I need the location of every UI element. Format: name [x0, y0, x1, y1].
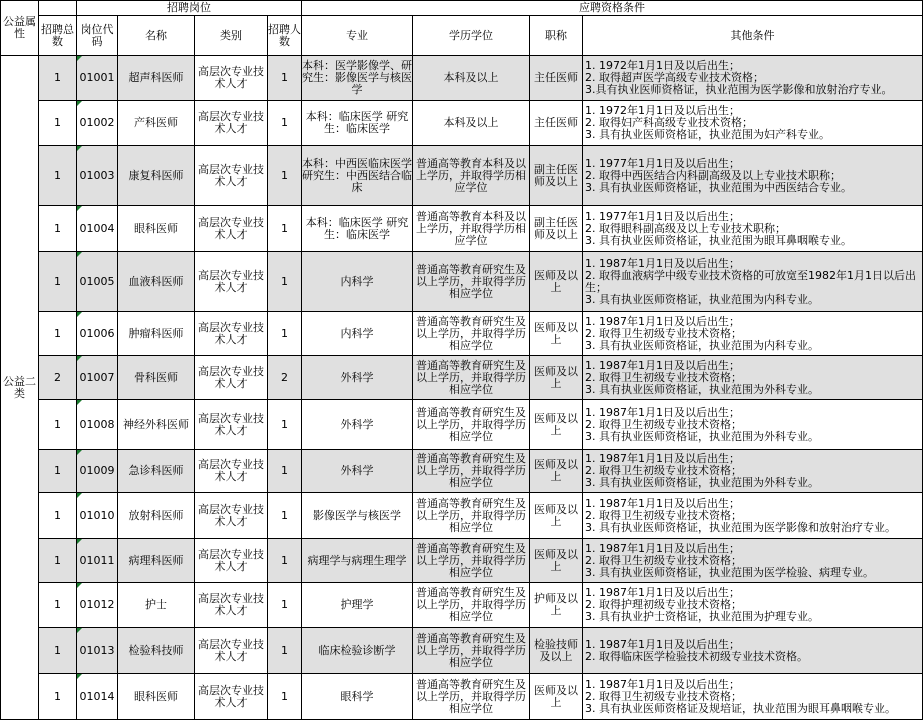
name-cell: 放射科医师 — [118, 493, 195, 539]
other-condition-line: 3.具有执业医师资格证，执业范围为医学影像和放射治疗专业。 — [585, 83, 893, 96]
major-cell: 眼科学 — [302, 674, 413, 720]
count-cell: 1 — [268, 252, 302, 312]
major-cell: 临床检验诊断学 — [302, 628, 413, 674]
title-cell: 医师及以上 — [530, 539, 583, 583]
table-row — [1, 206, 923, 252]
title-cell: 主任医师 — [530, 101, 583, 146]
count-cell: 1 — [268, 674, 302, 720]
other-condition-line: 1. 1987年1月1日及以后出生； — [585, 358, 740, 372]
category-cell: 高层次专业技术人才 — [195, 146, 268, 206]
attr-cell: 公益二类 — [1, 56, 39, 720]
table-row — [1, 674, 923, 720]
edu-cell: 普通高等教育研究生及以上学历，并取得学历相应学位 — [413, 539, 530, 583]
major-cell: 影像医学与核医学 — [302, 493, 413, 539]
table-row — [1, 450, 923, 493]
header-name: 名称 — [118, 16, 195, 56]
other-condition-line: 1. 1972年1月1日及以后出生； — [585, 59, 740, 72]
total-cell: 1 — [39, 400, 77, 450]
table-row — [1, 628, 923, 674]
title-cell: 副主任医师及以上 — [530, 146, 583, 206]
name-cell: 肿瘤科医师 — [118, 312, 195, 356]
total-cell: 1 — [39, 56, 77, 101]
title-cell: 医师及以上 — [530, 312, 583, 356]
count-cell: 1 — [268, 400, 302, 450]
name-cell: 病理科医师 — [118, 539, 195, 583]
other-condition-line: 2. 取得卫生初级专业技术资格； — [585, 417, 742, 431]
edu-cell: 普通高等教育本科及以上学历，并取得学历相应学位 — [413, 206, 530, 252]
category-cell: 高层次专业技术人才 — [195, 206, 268, 252]
total-cell: 1 — [39, 312, 77, 356]
other-cell — [583, 312, 923, 356]
edu-cell: 本科及以上 — [413, 101, 530, 146]
count-cell: 1 — [268, 493, 302, 539]
other-condition-line: 2. 取得护理初级专业技术资格； — [585, 598, 742, 611]
header-code: 岗位代码 — [77, 16, 118, 56]
major-cell: 病理学与病理生理学 — [302, 539, 413, 583]
count-cell: 1 — [268, 146, 302, 206]
other-cell — [583, 674, 923, 720]
title-cell: 检验技师及以上 — [530, 628, 583, 674]
table-row — [1, 583, 923, 628]
other-condition-line: 1. 1987年1月1日及以后出生； — [585, 541, 740, 555]
table-row — [1, 56, 923, 101]
count-cell: 1 — [268, 539, 302, 583]
category-cell: 高层次专业技术人才 — [195, 400, 268, 450]
header-spacer — [39, 1, 77, 16]
header-category: 类别 — [195, 16, 268, 56]
other-condition-line: 3. 具有执业护士资格证，执业范围为护理专业。 — [585, 610, 819, 623]
major-cell: 护理学 — [302, 583, 413, 628]
category-cell: 高层次专业技术人才 — [195, 56, 268, 101]
other-condition-line: 1. 1972年1月1日及以后出生； — [585, 104, 740, 117]
other-condition-line: 3. 具有执业医师资格证，执业范围为内科专业。 — [585, 338, 819, 352]
name-cell: 产科医师 — [118, 101, 195, 146]
edu-cell: 普通高等教育研究生及以上学历，并取得学历相应学位 — [413, 583, 530, 628]
major-cell: 内科学 — [302, 312, 413, 356]
title-cell: 医师及以上 — [530, 356, 583, 400]
title-cell: 护师及以上 — [530, 583, 583, 628]
other-condition-line: 3. 具有执业医师资格证，执业范围为外科专业。 — [585, 382, 819, 396]
major-cell: 本科：中西医临床医学 研究生：中西医结合临床 — [302, 146, 413, 206]
count-cell: 1 — [268, 583, 302, 628]
count-cell: 1 — [268, 101, 302, 146]
other-condition-line: 2. 取得临床医学检验技术初级专业技术资格。 — [585, 649, 808, 663]
code-cell: 01005 — [77, 252, 118, 312]
edu-cell: 普通高等教育研究生及以上学历，并取得学历相应学位 — [413, 312, 530, 356]
count-cell: 1 — [268, 628, 302, 674]
table-row — [1, 252, 923, 312]
name-cell: 护士 — [118, 583, 195, 628]
name-cell: 眼科医师 — [118, 206, 195, 252]
title-cell: 副主任医师及以上 — [530, 206, 583, 252]
code-cell: 01006 — [77, 312, 118, 356]
table-row — [1, 312, 923, 356]
other-cell — [583, 450, 923, 493]
other-condition-line: 2. 取得超声医学高级专业技术资格； — [585, 71, 764, 84]
major-cell: 外科学 — [302, 356, 413, 400]
count-cell: 1 — [268, 312, 302, 356]
major-cell: 本科：临床医学 研究生：临床医学 — [302, 101, 413, 146]
other-cell — [583, 356, 923, 400]
major-cell: 本科：临床医学 研究生：临床医学 — [302, 206, 413, 252]
title-cell: 医师及以上 — [530, 400, 583, 450]
other-condition-line: 1. 1987年1月1日及以后出生； — [585, 256, 740, 270]
other-cell — [583, 539, 923, 583]
table-row — [1, 493, 923, 539]
edu-cell: 本科及以上 — [413, 56, 530, 101]
edu-cell: 普通高等教育研究生及以上学历，并取得学历相应学位 — [413, 450, 530, 493]
total-cell: 1 — [39, 583, 77, 628]
code-cell: 01010 — [77, 493, 118, 539]
other-condition-line: 1. 1987年1月1日及以后出生； — [585, 677, 740, 691]
category-cell: 高层次专业技术人才 — [195, 312, 268, 356]
edu-cell: 普通高等教育研究生及以上学历，并取得学历相应学位 — [413, 493, 530, 539]
other-condition-line: 3. 具有执业医师资格证，执业范围为内科专业。 — [585, 292, 819, 306]
category-cell: 高层次专业技术人才 — [195, 539, 268, 583]
other-condition-line: 1. 1987年1月1日及以后出生； — [585, 452, 740, 465]
header-total: 招聘总数 — [39, 16, 77, 56]
name-cell: 神经外科医师 — [118, 400, 195, 450]
other-condition-line: 3. 具有执业医师资格证，执业范围为眼耳鼻咽喉专业。 — [585, 233, 852, 247]
name-cell: 检验科技师 — [118, 628, 195, 674]
title-cell: 医师及以上 — [530, 674, 583, 720]
other-cell — [583, 146, 923, 206]
category-cell: 高层次专业技术人才 — [195, 493, 268, 539]
name-cell: 康复科医师 — [118, 146, 195, 206]
edu-cell: 普通高等教育研究生及以上学历，并取得学历相应学位 — [413, 674, 530, 720]
total-cell: 1 — [39, 206, 77, 252]
other-condition-line: 2. 取得卫生初级专业技术资格； — [585, 553, 742, 567]
total-cell: 1 — [39, 628, 77, 674]
code-cell: 01004 — [77, 206, 118, 252]
other-cell — [583, 583, 923, 628]
category-cell: 高层次专业技术人才 — [195, 628, 268, 674]
category-cell: 高层次专业技术人才 — [195, 583, 268, 628]
category-cell: 高层次专业技术人才 — [195, 356, 268, 400]
header-edu: 学历学位 — [413, 16, 530, 56]
table-row — [1, 146, 923, 206]
name-cell: 血液科医师 — [118, 252, 195, 312]
other-condition-line: 1. 1977年1月1日及以后出生； — [585, 209, 740, 223]
other-condition-line: 2. 取得血液病学中级专业技术资格的可放宽至1982年1月1日以后出生； — [585, 268, 916, 294]
edu-cell: 普通高等教育研究生及以上学历，并取得学历相应学位 — [413, 252, 530, 312]
edu-cell: 普通高等教育研究生及以上学历，并取得学历相应学位 — [413, 400, 530, 450]
header-group-qual: 应聘资格条件 — [302, 1, 923, 16]
code-cell: 01007 — [77, 356, 118, 400]
edu-cell: 普通高等教育研究生及以上学历，并取得学历相应学位 — [413, 628, 530, 674]
name-cell: 超声科医师 — [118, 56, 195, 101]
title-cell: 医师及以上 — [530, 450, 583, 493]
edu-cell: 普通高等教育研究生及以上学历，并取得学历相应学位 — [413, 356, 530, 400]
other-cell — [583, 252, 923, 312]
category-cell: 高层次专业技术人才 — [195, 450, 268, 493]
other-cell — [583, 206, 923, 252]
code-cell: 01002 — [77, 101, 118, 146]
other-cell — [583, 101, 923, 146]
code-cell: 01012 — [77, 583, 118, 628]
category-cell: 高层次专业技术人才 — [195, 674, 268, 720]
code-cell: 01014 — [77, 674, 118, 720]
other-condition-line: 2. 取得中西医结合内科副高级及以上专业技术职称； — [585, 168, 841, 182]
title-cell: 医师及以上 — [530, 252, 583, 312]
major-cell: 本科：医学影像学、研究生：影像医学与核医学 — [302, 56, 413, 101]
other-condition-line: 3. 具有执业医师资格证，执业范围为妇产科专业。 — [585, 128, 830, 141]
header-major: 专业 — [302, 16, 413, 56]
header-other: 其他条件 — [583, 16, 923, 56]
name-cell: 骨科医师 — [118, 356, 195, 400]
header-group-post: 招聘岗位 — [77, 1, 302, 16]
code-cell: 01003 — [77, 146, 118, 206]
other-cell — [583, 400, 923, 450]
total-cell: 1 — [39, 101, 77, 146]
other-condition-line: 2. 取得眼科副高级及以上专业技术职称； — [585, 221, 786, 235]
total-cell: 1 — [39, 674, 77, 720]
other-condition-line: 3. 具有执业医师资格证，执业范围为医学影像和放射治疗专业。 — [585, 520, 896, 534]
code-cell: 01001 — [77, 56, 118, 101]
other-condition-line: 1. 1987年1月1日及以后出生； — [585, 405, 740, 419]
other-condition-line: 3. 具有执业医师资格证及规培证，执业范围为眼耳鼻咽喉专业。 — [585, 701, 896, 715]
category-cell: 高层次专业技术人才 — [195, 101, 268, 146]
table-row — [1, 101, 923, 146]
other-condition-line: 3. 具有执业医师资格证，执业范围为中西医结合专业。 — [585, 180, 852, 194]
header-attr: 公益属性 — [1, 1, 39, 56]
total-cell: 1 — [39, 539, 77, 583]
category-cell: 高层次专业技术人才 — [195, 252, 268, 312]
other-condition-line: 3. 具有执业医师资格证，执业范围为医学检验、病理专业。 — [585, 565, 874, 579]
count-cell: 1 — [268, 206, 302, 252]
other-condition-line: 3. 具有执业医师资格证，执业范围为外科专业。 — [585, 429, 819, 443]
title-cell: 医师及以上 — [530, 493, 583, 539]
total-cell: 1 — [39, 146, 77, 206]
other-condition-line: 2. 取得卫生初级专业技术资格； — [585, 464, 742, 477]
total-cell: 1 — [39, 252, 77, 312]
other-condition-line: 2. 取得卫生初级专业技术资格； — [585, 508, 742, 522]
count-cell: 1 — [268, 56, 302, 101]
other-condition-line: 2. 取得卫生初级专业技术资格； — [585, 370, 742, 384]
code-cell: 01008 — [77, 400, 118, 450]
table-row — [1, 539, 923, 583]
code-cell: 01009 — [77, 450, 118, 493]
table-row — [1, 356, 923, 400]
name-cell: 急诊科医师 — [118, 450, 195, 493]
other-cell — [583, 628, 923, 674]
other-condition-line: 1. 1987年1月1日及以后出生； — [585, 496, 740, 510]
other-cell — [583, 493, 923, 539]
other-condition-line: 3. 具有执业医师资格证，执业范围为外科专业。 — [585, 476, 819, 489]
other-condition-line: 1. 1987年1月1日及以后出生； — [585, 586, 740, 599]
other-cell — [583, 56, 923, 101]
code-cell: 01011 — [77, 539, 118, 583]
other-condition-line: 1. 1977年1月1日及以后出生； — [585, 156, 740, 170]
major-cell: 外科学 — [302, 450, 413, 493]
edu-cell: 普通高等教育本科及以上学历，并取得学历相应学位 — [413, 146, 530, 206]
other-condition-line: 2. 取得卫生初级专业技术资格； — [585, 689, 742, 703]
title-cell: 主任医师 — [530, 56, 583, 101]
count-cell: 1 — [268, 450, 302, 493]
header-count: 招聘人数 — [268, 16, 302, 56]
total-cell: 1 — [39, 493, 77, 539]
other-condition-line: 1. 1987年1月1日及以后出生； — [585, 314, 740, 328]
total-cell: 1 — [39, 450, 77, 493]
other-condition-line: 1. 1987年1月1日及以后出生； — [585, 637, 740, 651]
major-cell: 内科学 — [302, 252, 413, 312]
other-condition-line: 2. 取得妇产科高级专业技术资格； — [585, 116, 753, 129]
total-cell: 2 — [39, 356, 77, 400]
code-cell: 01013 — [77, 628, 118, 674]
name-cell: 眼科医师 — [118, 674, 195, 720]
other-condition-line: 2. 取得卫生初级专业技术资格； — [585, 326, 742, 340]
count-cell: 2 — [268, 356, 302, 400]
major-cell: 外科学 — [302, 400, 413, 450]
table-row — [1, 400, 923, 450]
header-title: 职称 — [530, 16, 583, 56]
